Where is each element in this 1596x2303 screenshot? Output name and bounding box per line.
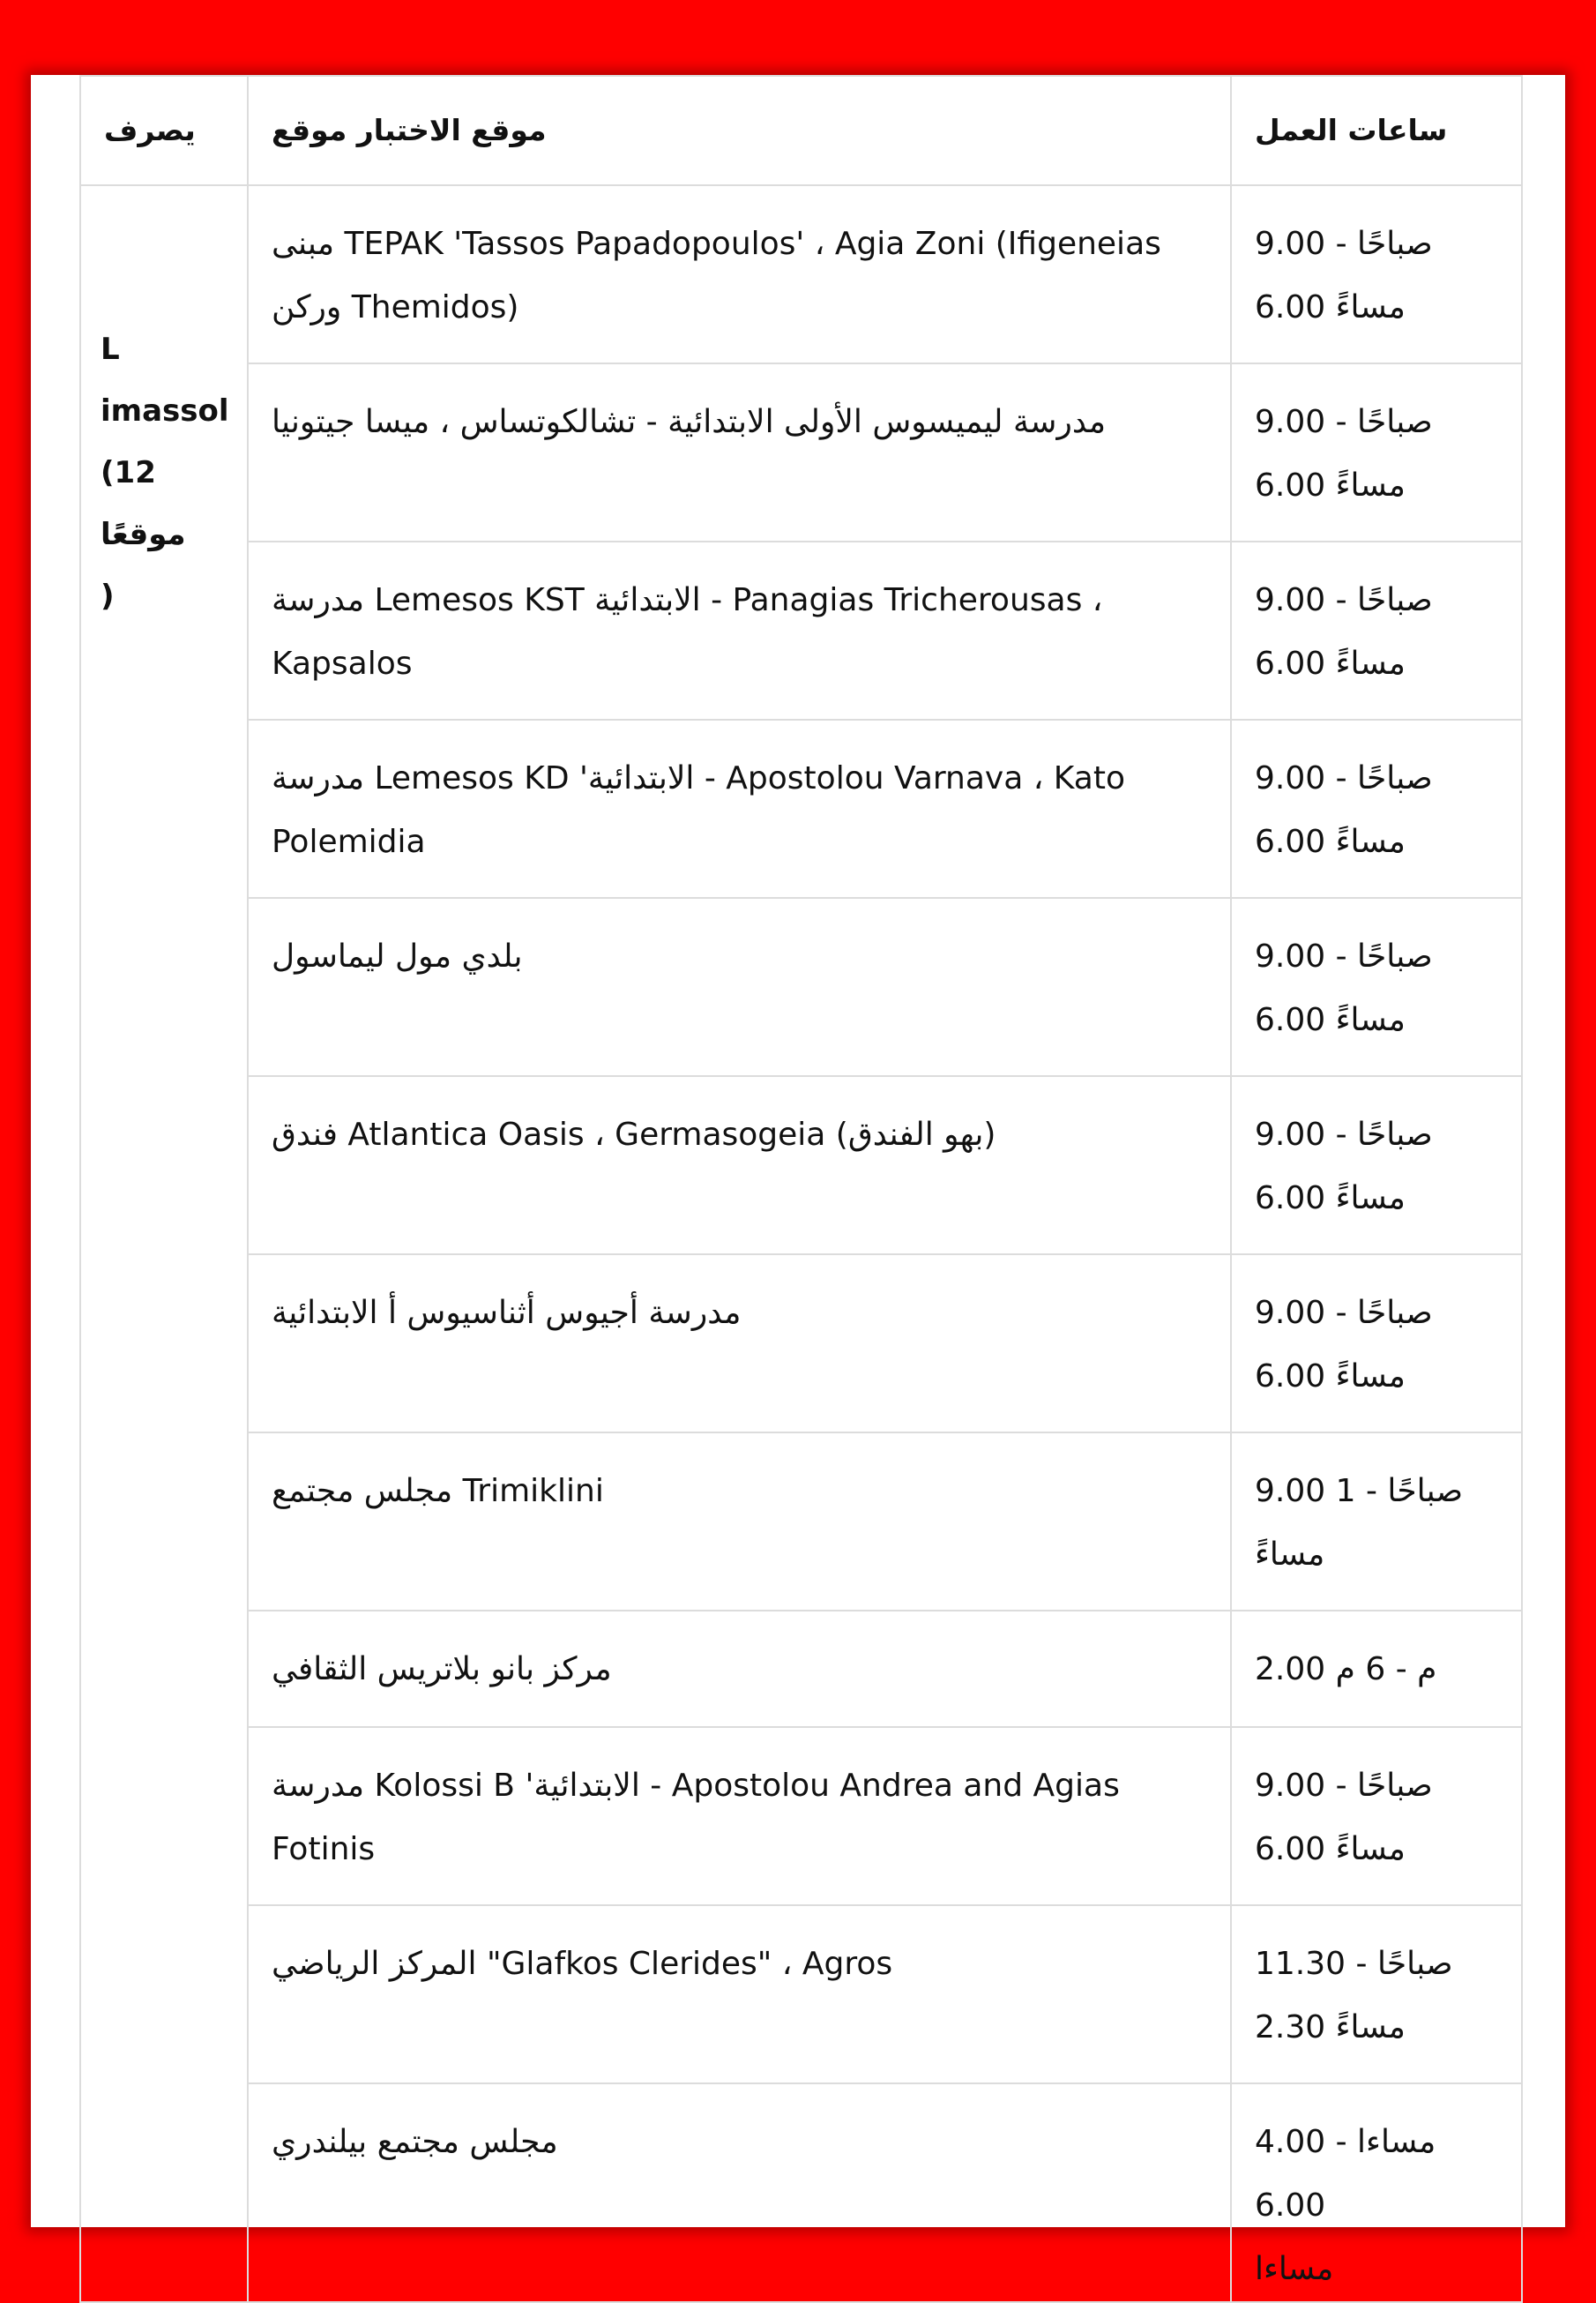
table-row — [80, 720, 1522, 898]
hours-end: 6.00 مساءً — [1255, 1358, 1406, 1395]
hours-cell — [1231, 1432, 1522, 1611]
table-row — [80, 1905, 1522, 2083]
hours-start: 9.00 - صباحًا — [1255, 404, 1433, 440]
hours-start: 9.00 - صباحًا — [1255, 226, 1433, 262]
table-row — [80, 1611, 1522, 1727]
region-line-3: (12 موقعًا — [101, 455, 186, 552]
hours-start: 9.00 - صباحًا — [1255, 760, 1433, 796]
table-row — [80, 1076, 1522, 1254]
hours-end: 6.00 مساءً — [1255, 467, 1406, 504]
table-row — [80, 363, 1522, 542]
hours-cell — [1231, 1611, 1522, 1727]
hours-start: 4.00 مساءا - 6.00 — [1255, 2124, 1436, 2224]
hours-cell — [1231, 1254, 1522, 1432]
hours-end: 6.00 مساءً — [1255, 824, 1406, 860]
test-sites-table — [79, 75, 1523, 2303]
location-cell: مركز بانو بلاتريس الثقافي — [248, 1611, 1231, 1727]
location-cell: بلدي مول ليماسول — [248, 898, 1231, 1076]
hours-cell — [1231, 1905, 1522, 2083]
location-cell: مدرسة Kolossi B 'الابتدائية - Apostolou Andrea and Agias Fotinis — [248, 1727, 1231, 1905]
header-region: يصرف — [80, 76, 248, 185]
location-cell: مدرسة Lemesos KST الابتدائية - Panagias Tricherousas ، Kapsalos — [248, 542, 1231, 720]
hours-end: مساءً — [1255, 1537, 1325, 1573]
hours-cell — [1231, 1727, 1522, 1905]
location-cell: مجلس مجتمع بيلندري — [248, 2083, 1231, 2302]
table-row — [80, 1432, 1522, 1611]
table-row — [80, 1254, 1522, 1432]
hours-start: 9.00 - صباحًا — [1255, 1295, 1433, 1331]
hours-start: 9.00 - صباحًا — [1255, 1768, 1433, 1804]
hours-end: 6.00 مساءً — [1255, 1831, 1406, 1867]
hours-start: 11.30 - صباحًا — [1255, 1946, 1453, 1982]
hours-start: 9.00 - صباحًا — [1255, 938, 1433, 975]
location-cell: المركز الرياضي "Glafkos Clerides" ، Agros — [248, 1905, 1231, 2083]
location-cell: مدرسة ليميسوس الأولى الابتدائية - تشالكوتساس ، ميسا جيتونيا — [248, 363, 1231, 542]
hours-start: 9.00 صباحًا - 1 — [1255, 1473, 1464, 1509]
location-cell: فندق Atlantica Oasis ، Germasogeia (بهو الفندق) — [248, 1076, 1231, 1254]
hours-start: 9.00 - صباحًا — [1255, 1117, 1433, 1153]
content-frame — [31, 75, 1565, 2287]
hours-cell — [1231, 720, 1522, 898]
hours-end: 6.00 مساءً — [1255, 289, 1406, 325]
region-line-2: imassol — [101, 393, 229, 429]
table-row — [80, 542, 1522, 720]
table-row — [80, 185, 1522, 363]
location-cell: مدرسة Lemesos KD 'الابتدائية - Apostolou Varnava ، Kato Polemidia — [248, 720, 1231, 898]
hours-start: 2.00 م - 6 م — [1255, 1651, 1437, 1687]
hours-cell — [1231, 542, 1522, 720]
hours-end: 6.00 مساءً — [1255, 1002, 1406, 1038]
hours-end: 6.00 مساءً — [1255, 646, 1406, 682]
region-cell — [80, 185, 248, 2302]
table-row — [80, 898, 1522, 1076]
hours-end: 2.30 مساءً — [1255, 2009, 1406, 2045]
location-cell: مجلس مجتمع Trimiklini — [248, 1432, 1231, 1611]
hours-cell — [1231, 363, 1522, 542]
hours-cell — [1231, 898, 1522, 1076]
hours-end: مساءا — [1255, 2251, 1334, 2287]
hours-end: 6.00 مساءً — [1255, 1180, 1406, 1216]
location-cell: مدرسة أجيوس أثناسيوس أ الابتدائية — [248, 1254, 1231, 1432]
hours-cell — [1231, 1076, 1522, 1254]
region-line-4: ) — [101, 579, 115, 614]
hours-cell — [1231, 2083, 1522, 2302]
header-row — [80, 76, 1522, 185]
location-cell: مبنى TEPAK 'Tassos Papadopoulos' ، Agia Zoni (Ifigeneias وركن Themidos) — [248, 185, 1231, 363]
header-location: موقع الاختبار موقع — [248, 76, 1231, 185]
table-row — [80, 1727, 1522, 1905]
hours-cell — [1231, 185, 1522, 363]
table-row — [80, 2083, 1522, 2302]
hours-start: 9.00 - صباحًا — [1255, 582, 1433, 618]
region-line-1: L — [101, 332, 120, 367]
header-hours: ساعات العمل — [1231, 76, 1522, 185]
